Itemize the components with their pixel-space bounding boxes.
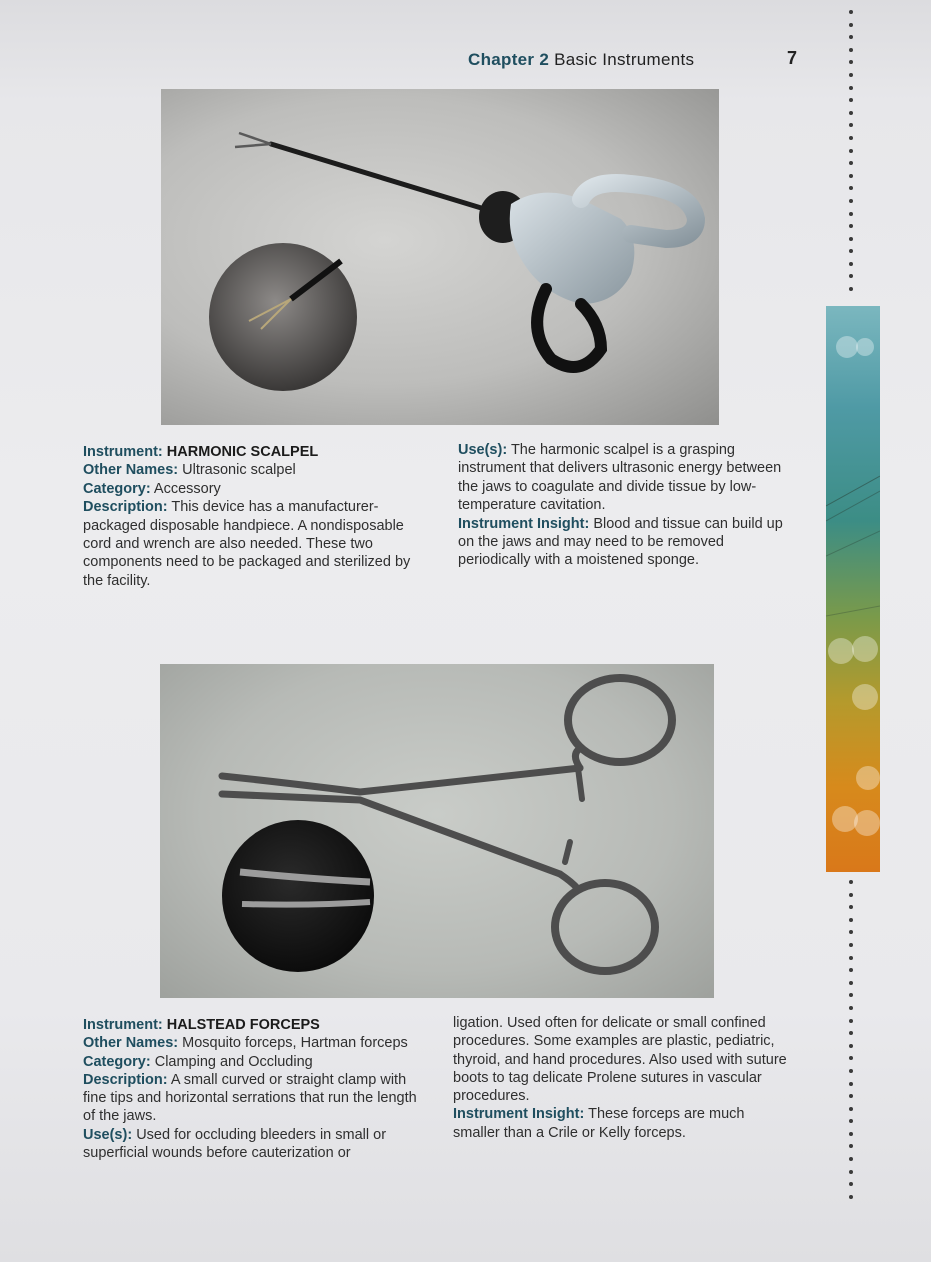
margin-dot	[849, 956, 853, 960]
instrument-line	[83, 443, 428, 461]
halstead-forceps-details	[83, 1016, 423, 1162]
insight-value: These forceps are much smaller than a Crile or Kelly forceps.	[453, 1106, 745, 1141]
margin-dot	[849, 224, 853, 228]
other-names-label: Other Names:	[83, 1035, 179, 1052]
margin-dot	[849, 48, 853, 52]
margin-dot	[849, 111, 853, 115]
instrument-name: HARMONIC SCALPEL	[166, 444, 319, 460]
margin-dot	[849, 930, 853, 934]
halstead-forceps-uses	[453, 1014, 793, 1142]
margin-dot-rule-bottom	[848, 880, 854, 1207]
margin-dot	[849, 1144, 853, 1148]
margin-dot	[849, 1170, 853, 1174]
uses-value: The harmonic scalpel is a grasping instrument that delivers ultrasonic energy between the jaws to coagulate and divide tissue by low-temperature cavitation.	[458, 442, 782, 514]
category-label: Category:	[83, 1053, 151, 1070]
chapter-label: Chapter 2	[468, 50, 550, 69]
other-names-line	[83, 461, 428, 479]
margin-dot	[849, 149, 853, 153]
harmonic-scalpel-photo	[161, 89, 719, 425]
margin-dot	[849, 1157, 853, 1161]
margin-dot-rule-top	[848, 10, 854, 300]
insight-line	[458, 515, 798, 570]
category-line	[83, 480, 428, 498]
margin-dot	[849, 73, 853, 77]
description-line	[83, 1071, 423, 1126]
margin-dot	[849, 893, 853, 897]
chapter-color-tab	[826, 306, 880, 872]
margin-dot	[849, 23, 853, 27]
other-names-line	[83, 1034, 423, 1052]
description-label: Description:	[83, 1071, 168, 1088]
margin-dot	[849, 35, 853, 39]
margin-dot	[849, 968, 853, 972]
uses-label: Use(s):	[458, 442, 508, 458]
margin-dot	[849, 123, 853, 127]
margin-dot	[849, 212, 853, 216]
instrument-line	[83, 1016, 423, 1034]
margin-dot	[849, 1069, 853, 1073]
margin-dot	[849, 1132, 853, 1136]
instrument-name: HALSTEAD FORCEPS	[166, 1017, 320, 1033]
margin-dot	[849, 287, 853, 291]
uses-line	[83, 1126, 423, 1163]
margin-dot	[849, 905, 853, 909]
margin-dot	[849, 943, 853, 947]
margin-dot	[849, 237, 853, 241]
uses-continued	[453, 1014, 793, 1105]
category-value: Accessory	[153, 480, 221, 497]
description-value: A small curved or straight clamp with fine tips and horizontal serrations that run the length of the jaws.	[83, 1071, 417, 1125]
margin-dot	[849, 86, 853, 90]
instrument-label: Instrument:	[83, 444, 163, 460]
margin-dot	[849, 1006, 853, 1010]
harmonic-scalpel-details	[83, 443, 428, 590]
category-value: Clamping and Occluding	[154, 1053, 313, 1070]
margin-dot	[849, 993, 853, 997]
margin-dot	[849, 1195, 853, 1199]
description-label: Description:	[83, 499, 168, 516]
instrument-label: Instrument:	[83, 1017, 163, 1033]
margin-dot	[849, 98, 853, 102]
margin-dot	[849, 981, 853, 985]
insight-label: Instrument Insight:	[458, 515, 590, 532]
uses-value-part2: ligation. Used often for delicate or small confined procedures. Some examples are plastic, pediatric, thyroid, and hand procedures. Also used with suture boots to tag delicate Prolene sutures in vascular procedures.	[453, 1015, 787, 1105]
margin-dot	[849, 880, 853, 884]
margin-dot	[849, 161, 853, 165]
category-label: Category:	[83, 480, 151, 497]
margin-dot	[849, 60, 853, 64]
category-line	[83, 1053, 423, 1071]
uses-value-part1: Used for occluding bleeders in small or superficial wounds before cauterization or	[83, 1126, 387, 1162]
margin-dot	[849, 1056, 853, 1060]
margin-dot	[849, 262, 853, 266]
margin-dot	[849, 1031, 853, 1035]
margin-dot	[849, 1019, 853, 1023]
margin-dot	[849, 174, 853, 178]
other-names-value: Mosquito forceps, Hartman forceps	[182, 1035, 408, 1052]
insight-value: Blood and tissue can build up on the jaws and may need to be removed periodically with a moistened sponge.	[458, 515, 783, 569]
margin-dot	[849, 274, 853, 278]
other-names-value: Ultrasonic scalpel	[182, 462, 296, 479]
margin-dot	[849, 249, 853, 253]
insight-label: Instrument Insight:	[453, 1106, 585, 1123]
margin-dot	[849, 1107, 853, 1111]
margin-dot	[849, 1094, 853, 1098]
margin-dot	[849, 918, 853, 922]
chapter-title: Basic Instruments	[554, 50, 695, 69]
harmonic-scalpel-uses	[458, 441, 798, 570]
description-line	[83, 498, 428, 590]
margin-dot	[849, 199, 853, 203]
insight-line	[453, 1105, 793, 1142]
margin-dot	[849, 1044, 853, 1048]
halstead-forceps-photo	[160, 664, 714, 998]
page-number: 7	[787, 48, 798, 68]
other-names-label: Other Names:	[83, 462, 179, 479]
margin-dot	[849, 1182, 853, 1186]
margin-dot	[849, 1082, 853, 1086]
uses-line	[458, 441, 798, 515]
margin-dot	[849, 10, 853, 14]
description-value: This device has a manufacturer-packaged disposable handpiece. A nondisposable cord and wrench are also needed. These two components need to be packaged and sterilized by the facility.	[83, 499, 411, 589]
running-header	[468, 50, 694, 70]
margin-dot	[849, 136, 853, 140]
margin-dot	[849, 186, 853, 190]
margin-dot	[849, 1119, 853, 1123]
uses-label: Use(s):	[83, 1126, 133, 1143]
